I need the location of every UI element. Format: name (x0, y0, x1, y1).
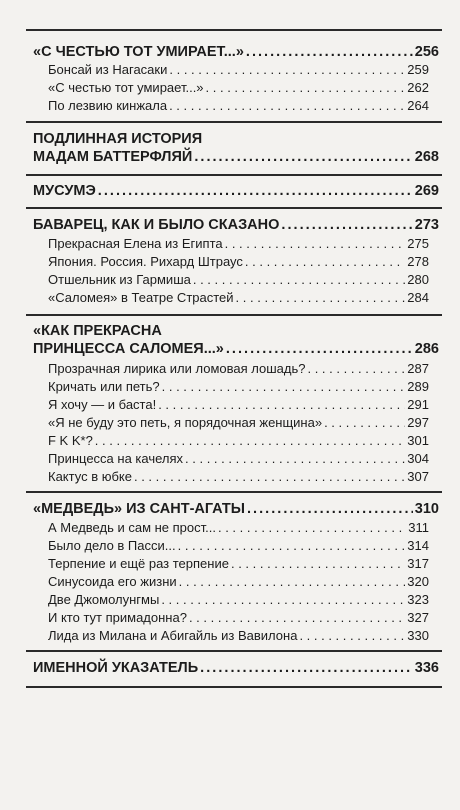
toc-section[interactable] (33, 183, 439, 199)
toc-section[interactable] (33, 660, 439, 676)
toc-entry[interactable] (48, 62, 429, 77)
section-divider (26, 686, 442, 688)
entry-title: По лезвию кинжала (48, 98, 168, 113)
dot-leader (226, 341, 413, 357)
page-number: 269 (414, 183, 439, 199)
dot-leader (95, 433, 406, 448)
page-number: 304 (407, 451, 429, 466)
toc-entry[interactable] (48, 592, 429, 607)
toc-entry[interactable] (48, 361, 429, 376)
entry-title: «С честью тот умирает...» (48, 80, 204, 95)
dot-leader (189, 610, 405, 625)
dot-leader (236, 290, 406, 305)
page-number: 323 (407, 592, 429, 607)
toc-section[interactable] (33, 341, 439, 357)
dot-leader (161, 592, 405, 607)
entry-title: Кактус в юбке (48, 469, 132, 484)
section-divider (26, 174, 442, 176)
dot-leader (324, 415, 405, 430)
section-divider (26, 650, 442, 652)
page-number: 327 (407, 610, 429, 625)
dot-leader (158, 397, 405, 412)
page-number: 284 (407, 290, 429, 305)
dot-leader (218, 520, 406, 535)
dot-leader (193, 272, 405, 287)
dot-leader (200, 660, 413, 676)
section-divider (26, 207, 442, 209)
entry-title: Прекрасная Елена из Египта (48, 236, 223, 251)
page-number: 264 (407, 98, 429, 113)
page-number: 317 (407, 556, 429, 571)
dot-leader (206, 80, 406, 95)
page-number: 291 (407, 397, 429, 412)
dot-leader (247, 501, 413, 517)
toc-entry[interactable] (48, 520, 429, 535)
page-number: 289 (407, 379, 429, 394)
page-number: 286 (414, 341, 439, 357)
section-title-line: ПРИНЦЕССА САЛОМЕЯ...» (33, 341, 224, 357)
entry-title: Лида из Милана и Абигайль из Вавилона (48, 628, 298, 643)
page-number: 259 (407, 62, 429, 77)
section-title: БАВАРЕЦ, КАК И БЫЛО СКАЗАНО (33, 217, 280, 233)
page-number: 256 (414, 44, 439, 60)
section-title: ИМЕННОЙ УКАЗАТЕЛЬ (33, 660, 199, 676)
toc-section[interactable] (33, 501, 439, 517)
section-title: «МЕДВЕДЬ» ИЗ САНТ-АГАТЫ (33, 501, 245, 517)
section-title-line: МАДАМ БАТТЕРФЛЯЙ (33, 149, 193, 165)
page-number: 278 (407, 254, 429, 269)
dot-leader (281, 217, 412, 233)
entry-title: «Саломея» в Театре Страстей (48, 290, 234, 305)
page-number: 262 (407, 80, 429, 95)
toc-entry[interactable] (48, 538, 429, 553)
entry-title: Прозрачная лирика или ломовая лошадь? (48, 361, 306, 376)
page-number: 297 (407, 415, 429, 430)
toc-entry[interactable] (48, 433, 429, 448)
section-divider (26, 314, 442, 316)
section-title-line: «КАК ПРЕКРАСНА (33, 323, 162, 339)
page-number: 307 (407, 469, 429, 484)
toc-entry[interactable] (48, 290, 429, 305)
section-divider (26, 121, 442, 123)
toc-entry[interactable] (48, 415, 429, 430)
toc-entry[interactable] (48, 556, 429, 571)
dot-leader (245, 254, 405, 269)
page-number: 273 (414, 217, 439, 233)
dot-leader (194, 149, 412, 165)
entry-title: Две Джомолунгмы (48, 592, 160, 607)
dot-leader (185, 451, 405, 466)
entry-title: Терпение и ещё раз терпение (48, 556, 229, 571)
toc-entry[interactable] (48, 236, 429, 251)
entry-title: F K K*? (48, 433, 93, 448)
dot-leader (98, 183, 413, 199)
entry-title: Я хочу — и баста! (48, 397, 157, 412)
section-title: МУСУМЭ (33, 183, 96, 199)
toc-entry[interactable] (48, 610, 429, 625)
entry-title: Было дело в Пасси... (48, 538, 176, 553)
page-number: 320 (407, 574, 429, 589)
toc-entry[interactable] (48, 628, 429, 643)
page-number: 311 (408, 520, 429, 535)
page-number: 268 (414, 149, 439, 165)
toc-entry[interactable] (48, 469, 429, 484)
entry-title: А Медведь и сам не прост... (48, 520, 216, 535)
toc-section[interactable] (33, 217, 439, 233)
entry-title: Бонсай из Нагасаки (48, 62, 168, 77)
dot-leader (299, 628, 405, 643)
page-number: 336 (414, 660, 439, 676)
toc-entry[interactable] (48, 254, 429, 269)
section-divider (26, 29, 442, 31)
page-number: 330 (407, 628, 429, 643)
dot-leader (179, 574, 406, 589)
section-divider (26, 491, 442, 493)
toc-entry[interactable] (48, 379, 429, 394)
entry-title: Синусоида его жизни (48, 574, 177, 589)
page-number: 287 (407, 361, 429, 376)
entry-title: Принцесса на качелях (48, 451, 184, 466)
entry-title: Кричать или петь? (48, 379, 160, 394)
page-number: 301 (407, 433, 429, 448)
entry-title: Япония. Россия. Рихард Штраус (48, 254, 243, 269)
toc-entry[interactable] (48, 397, 429, 412)
entry-title: «Я не буду это петь, я порядочная женщина» (48, 415, 323, 430)
toc-section[interactable] (33, 149, 439, 165)
toc-entry[interactable] (48, 272, 429, 287)
dot-leader (225, 236, 406, 251)
toc-section[interactable] (33, 44, 439, 60)
page-number: 275 (407, 236, 429, 251)
dot-leader (169, 62, 405, 77)
entry-title: Отшельник из Гармиша (48, 272, 191, 287)
entry-title: И кто тут примадонна? (48, 610, 187, 625)
dot-leader (162, 379, 406, 394)
dot-leader (169, 98, 405, 113)
dot-leader (307, 361, 405, 376)
dot-leader (246, 44, 413, 60)
section-title-line: ПОДЛИННАЯ ИСТОРИЯ (33, 131, 203, 147)
toc-entry[interactable] (48, 80, 429, 95)
dot-leader (178, 538, 406, 553)
dot-leader (134, 469, 405, 484)
page-number: 310 (414, 501, 439, 517)
toc-entry[interactable] (48, 98, 429, 113)
section-title: «С ЧЕСТЬЮ ТОТ УМИРАЕТ...» (33, 44, 244, 60)
dot-leader (231, 556, 405, 571)
page-number: 314 (407, 538, 429, 553)
toc-entry[interactable] (48, 574, 429, 589)
toc-entry[interactable] (48, 451, 429, 466)
page-number: 280 (407, 272, 429, 287)
